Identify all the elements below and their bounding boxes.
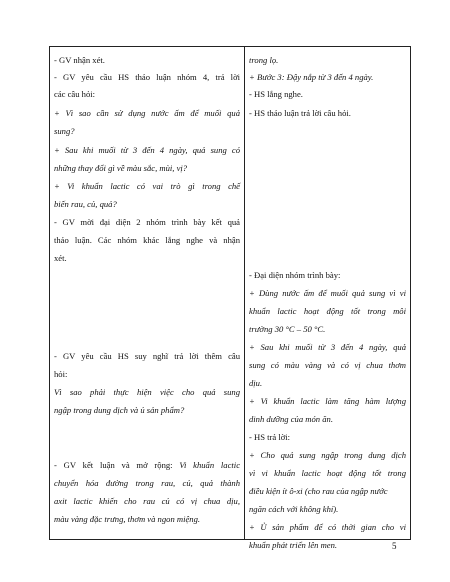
conclusion-line-2: chuyển hóa đường trong rau, củ, quả thành xyxy=(54,478,240,488)
question-4-line-1: Vì sao phải thực hiện việc cho quả sung xyxy=(54,387,240,397)
answer-5-line-1: + Ủ sản phẩm để có thời gian cho vi xyxy=(249,522,406,532)
presentation-line-1: - GV mời đại diện 2 nhóm trình bày kết quả xyxy=(54,217,240,227)
question-3-line-2: biến rau, củ, quả? xyxy=(54,199,117,209)
students-answer: - HS trả lời: xyxy=(249,432,291,442)
answer-5-line-2: khuẩn phát triển lên men. xyxy=(249,540,338,550)
answer-4-line-4: ngăn cách với không khí). xyxy=(249,504,339,514)
group-task-line-2: các câu hỏi: xyxy=(54,89,96,99)
teacher-column xyxy=(50,47,245,540)
question-1-line-1: + Vì sao cần sử dụng nước ấm để muối quả xyxy=(54,108,240,118)
question-4-line-2: ngập trong dung dịch và ủ sản phẩm? xyxy=(54,405,185,415)
conclusion-line-3: axit lactic khiến cho rau củ có vị chua dịu, xyxy=(54,496,240,506)
extra-question-line-2: hỏi: xyxy=(54,369,68,379)
presentation-line-3: xét. xyxy=(54,253,67,263)
answer-1-line-3: trường 30 °C – 50 °C. xyxy=(249,324,326,334)
student-column xyxy=(245,47,411,550)
group-task-line-1: - GV yêu cầu HS thảo luận nhóm 4, trả lời xyxy=(54,72,240,82)
conclusion-line-4: màu vàng đặc trưng, thơm và ngon miệng. xyxy=(54,514,201,524)
lesson-table xyxy=(49,46,411,550)
answer-3-line-2: dinh dưỡng của món ăn. xyxy=(249,414,333,424)
question-2-line-1: + Sau khi muối từ 3 đến 4 ngày, quả sung có xyxy=(54,145,240,155)
answer-1-line-2: khuẩn lactic hoạt động tốt trong môi xyxy=(249,306,406,316)
answer-4-line-2: vì vi khuẩn lactic hoạt động tốt trong xyxy=(249,468,406,478)
students-discuss: - HS thảo luận trả lời câu hỏi. xyxy=(249,108,351,118)
conclusion-line-1 xyxy=(54,457,240,475)
answer-2-line-1: + Sau khi muối từ 3 đến 4 ngày, quả xyxy=(249,342,406,352)
group-representative: - Đại diện nhóm trình bày: xyxy=(249,270,341,280)
answer-4-line-1: + Cho quả sung ngập trong dung dịch xyxy=(249,450,406,460)
answer-2-line-2: sung có màu vàng và có vị chua thơm xyxy=(249,360,406,370)
students-listen: - HS lắng nghe. xyxy=(249,89,303,99)
conclusion-lead: - GV kết luận và mở rộng: xyxy=(54,460,180,470)
answer-3-line-1: + Vi khuẩn lactic làm tăng hàm lượng xyxy=(249,396,406,406)
answer-1-line-1: + Dùng nước ấm để muối quả sung vì vi xyxy=(249,288,406,298)
question-3-line-1: + Vi khuẩn lactic có vai trò gì trong chế xyxy=(54,181,240,191)
page-number: 5 xyxy=(392,541,397,551)
conclusion-lead-italic: Vi khuẩn lactic xyxy=(179,460,241,470)
teacher-remark: - GV nhận xét. xyxy=(54,55,105,65)
step-3: + Bước 3: Đậy nắp từ 3 đến 4 ngày. xyxy=(249,72,374,82)
question-1-line-2: sung? xyxy=(54,126,75,136)
presentation-line-2: thảo luận. Các nhóm khác lắng nghe và nhận xyxy=(54,235,240,245)
answer-2-line-3: dịu. xyxy=(249,378,263,388)
answer-4-line-3: điều kiện ít ô-xi (cho rau của ngập nước xyxy=(249,486,388,496)
extra-question-line-1: - GV yêu cầu HS suy nghĩ trả lời thêm câu xyxy=(54,351,240,361)
step-continuation: trong lọ. xyxy=(249,55,279,65)
question-2-line-2: những thay đổi gì về màu sắc, mùi, vị? xyxy=(54,163,188,173)
